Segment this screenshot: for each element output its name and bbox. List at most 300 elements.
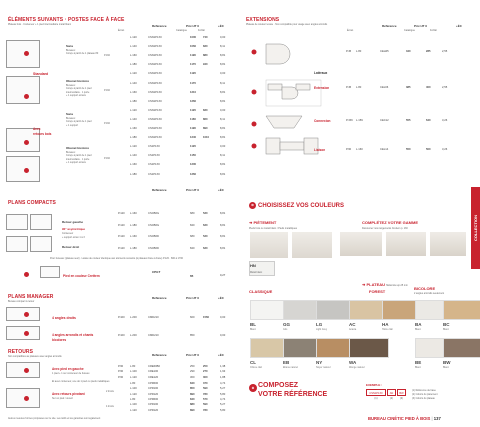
swatch-code: HA: [382, 322, 389, 327]
table-cell: L.140: [130, 154, 137, 158]
table-cell: 8,11: [220, 45, 226, 49]
exemple-cell-1: CSN1P1X0: [366, 389, 386, 396]
table-cell: L.120: [130, 408, 137, 412]
table-cell: CRE120: [148, 375, 159, 379]
table-cell: CSN1P1X0: [148, 127, 162, 130]
pied-price: 65: [190, 274, 194, 278]
sub-block-4: [66, 147, 92, 165]
badge-circle-2: [24, 94, 29, 99]
manager-ref-header: Référence: [152, 296, 167, 300]
exemple-box: [366, 389, 406, 396]
thumb-pied: [40, 266, 60, 278]
table-cell: L.180: [130, 223, 137, 227]
table-cell: 850: [190, 334, 195, 337]
exemple-label: EXEMPLE :: [366, 383, 383, 387]
table-cell: L.140: [130, 81, 137, 85]
table-cell: 1120: [190, 72, 196, 76]
table-cell: CSN1P1X0: [148, 136, 162, 140]
compact-ref-header: Référence: [152, 188, 167, 192]
table-cell: CSN1P1X0: [148, 72, 162, 76]
table-cell: CSCB6G: [148, 223, 160, 227]
thumb-compact-4: [30, 236, 52, 252]
table-cell: P.60: [118, 365, 124, 368]
group-standard: Standard: [33, 72, 49, 76]
table-cell: CS1P1X0: [148, 145, 160, 149]
table-cell: L.180: [130, 172, 137, 176]
retours-label-2: 1 pied + 1 sur conteneur de bureau: [52, 372, 90, 375]
col-ecran: Écran: [118, 29, 125, 32]
table-cell: P.120: [118, 212, 125, 215]
table-cell: 340: [406, 50, 411, 53]
table-cell: 780: [203, 408, 208, 412]
thumb-desk-4: [6, 156, 40, 182]
table-cell: 0,00: [220, 72, 226, 76]
sub-line: Conçu à partir de 1 plateau 80: [66, 52, 99, 56]
table-cell: 850: [190, 387, 195, 391]
table-cell: CS1P1X0: [148, 172, 160, 176]
table-cell: 1060: [190, 45, 196, 49]
retours-sub: Non compatibles au plateaux avec angles arrondis: [8, 355, 62, 358]
color-swatch: [349, 338, 389, 358]
table-cell: Liaison: [314, 148, 326, 152]
table-cell: CSN1P1X0: [148, 63, 162, 67]
table-cell: 2,55: [442, 50, 448, 53]
group-retours: retours bois: [33, 132, 52, 136]
table-cell: 5,80: [220, 392, 226, 396]
sub-line: intermédiaire · 1 porte: [66, 90, 90, 94]
swatch-code: CL: [250, 360, 256, 365]
badge-circle-r1: [24, 368, 29, 373]
col-catalogue: Catalogue: [176, 29, 187, 32]
table-cell: 840: [190, 397, 195, 401]
table-cell: L.120: [130, 108, 137, 112]
table-cell: 3,26: [442, 148, 448, 151]
sub-line: intermédiaire · 1 porte: [66, 157, 90, 161]
table-cell: 290: [190, 370, 195, 374]
table-cell: 1000: [190, 36, 196, 39]
table-cell: CRE60B0: [148, 365, 160, 368]
table-cell: 8,81: [220, 99, 226, 103]
table-cell: 550: [406, 148, 411, 151]
col-ref: Référence: [152, 24, 167, 28]
thumb-compact-1: [6, 214, 28, 230]
pied-eco: 0,27: [220, 274, 226, 277]
sub-line: Conçu à partir de 1 pied: [66, 120, 92, 124]
table-cell: 5,27: [220, 387, 226, 391]
manager-eco-header: +ÉC: [218, 296, 224, 300]
compact-retour-droit: Retour droit: [62, 245, 80, 249]
table-cell: 4,74: [220, 382, 226, 385]
swatch-code: EB: [283, 360, 290, 365]
table-cell: 385: [406, 86, 411, 89]
table-cell: 860: [203, 117, 208, 121]
table-cell: 1210: [190, 90, 196, 94]
forest-label: FOREST: [369, 289, 386, 294]
swatch-name: Acacia: [349, 328, 357, 331]
sub-line: Conçu à partir de 1 pied: [66, 154, 92, 158]
table-cell: P.159: [346, 119, 353, 122]
swatch-name: Hêtre clair: [382, 328, 393, 331]
legend-3: (3) Coloris du plateau: [412, 397, 435, 400]
swatch-name: Blanc: [415, 366, 421, 369]
thumb-retour-2: [6, 388, 40, 408]
swatch-name: Noyer naturel: [316, 366, 331, 369]
table-cell: 250: [190, 365, 195, 368]
sub-line: Bureaux:: [66, 48, 76, 52]
table-cell: P.45: [346, 86, 352, 89]
extensions-title: EXTENSIONS: [246, 17, 280, 23]
table-cell: 880: [190, 403, 195, 407]
table-cell: 8,81: [220, 235, 226, 238]
table-cell: 630: [203, 223, 208, 227]
table-cell: 0,00: [220, 316, 226, 319]
table-cell: 250: [203, 365, 208, 368]
table-cell: P.120: [118, 246, 125, 250]
table-cell: 400: [426, 86, 431, 89]
table-cell: CSCB6G: [148, 212, 160, 215]
swatch-code: BC: [443, 322, 450, 327]
sub-line: + 1 support écrans: [66, 94, 86, 98]
table-cell: 890: [203, 127, 208, 130]
table-cell: 1260: [190, 99, 196, 103]
table-cell: Extension: [314, 86, 330, 90]
thumb-desk-2: [6, 76, 40, 104]
table-cell: 880: [203, 54, 208, 58]
table-cell: 285: [426, 50, 431, 53]
table-cell: CPR600: [148, 382, 159, 385]
desk-image-5: [430, 232, 466, 256]
color-swatch: [443, 300, 480, 320]
table-cell: 640: [426, 119, 431, 122]
exemple-num-1: (1): [374, 397, 378, 400]
table-cell: L.120: [130, 375, 137, 379]
table-cell: 8,11: [220, 117, 226, 121]
badge-circle-m1: [24, 312, 29, 317]
swatch-name: Ebène naturel: [283, 366, 298, 369]
table-cell: L.160: [130, 212, 137, 215]
table-cell: 3,26: [442, 119, 448, 122]
pietement-title: ➜ PIÈTEMENT: [249, 220, 277, 225]
swatch-code: BW: [443, 360, 451, 365]
plateau-title: ➜ PLATEAU Mélaminé ép.25 mm: [362, 282, 408, 287]
compact-prix-header: Prix HT €: [186, 188, 200, 192]
plans-compacts-title: PLANS COMPACTS: [8, 200, 56, 206]
composez-title: COMPOSEZ: [258, 382, 299, 389]
complete-sub: Découvrez nos rangements Crettem p. 130: [362, 227, 408, 230]
elements-title: ÉLÉMENTS SUIVANTS · POSTES FACE À FACE: [8, 17, 125, 23]
color-swatch: [443, 338, 480, 358]
manager-label-2: 4 angles arrondis et chants: [52, 333, 94, 337]
swatch-name: Blanc: [443, 366, 449, 369]
table-cell: 740: [203, 36, 208, 39]
exemple-num-3: (3): [399, 397, 404, 400]
badge-circle-r2: [24, 396, 29, 401]
table-cell: 2,55: [442, 86, 448, 89]
table-cell: CS1P1X0: [148, 154, 160, 158]
table-cell: 840: [190, 246, 195, 250]
table-cell: 8,11: [220, 154, 226, 158]
swatch-code: WA: [349, 360, 357, 365]
swatch-code: LG: [316, 322, 323, 327]
page-number: 137: [433, 416, 441, 421]
sub-line: + 1 support: [66, 123, 79, 127]
table-cell: 1240: [190, 136, 196, 140]
col-prix: Prix HT €: [186, 24, 200, 28]
table-cell: 680: [190, 212, 195, 215]
pied-label: Pied en couleur Crettem: [63, 274, 100, 278]
thumb-manager-1: [6, 307, 40, 321]
swatch-name: Light Grey: [316, 328, 328, 331]
table-cell: 0,00: [220, 145, 226, 149]
compact-note: Pour bureaux (plateau seul) · Laissé de couleur identique aux éléments suivants (à plateaux Face à Face) P.120 · 800 à 1700: [50, 257, 183, 260]
table-cell: L.160: [130, 54, 137, 58]
manager-prix-header: Prix HT €: [186, 296, 200, 300]
hn-sub: Métal blanc: [250, 271, 263, 274]
table-cell: L.180: [130, 63, 137, 67]
table-cell: L.80: [130, 382, 136, 385]
table-cell: 8,81: [220, 63, 226, 67]
desk-image-4: [386, 232, 426, 256]
table-cell: CEH45: [380, 50, 389, 53]
table-cell: 940: [203, 63, 208, 67]
footer-title: BUREAU CINÉTIC PIED À BOIS: [368, 416, 431, 421]
legend-2: (2) Coloris du piètement: [412, 393, 438, 396]
table-cell: 8,81: [220, 163, 226, 167]
sub-title: Sans: [66, 44, 74, 48]
badge-circle-3: [24, 140, 29, 145]
table-cell: 0,00: [220, 36, 226, 39]
table-cell: 300: [203, 375, 208, 379]
depth-4: P.160: [104, 157, 110, 160]
table-cell: CS1P1X0: [148, 163, 160, 167]
sub-title: Obunet bicolore: [66, 146, 90, 150]
table-cell: 830: [203, 45, 208, 49]
swatch-name: Blanc: [415, 328, 421, 331]
sub-line: Bureaux:: [66, 116, 76, 120]
swatch-code: BE: [415, 360, 422, 365]
table-cell: 840: [190, 223, 195, 227]
exemple-nums: [366, 397, 406, 400]
plateau-sub: Mélaminé ép.25 mm: [386, 284, 408, 287]
table-cell: 1120: [190, 108, 196, 112]
hn-label: HN: [250, 263, 256, 268]
table-cell: L.160: [130, 235, 137, 238]
table-cell: 590: [203, 403, 208, 407]
sub-block-1: [66, 45, 98, 56]
sub-block-3: [66, 113, 92, 127]
table-cell: 1560: [203, 316, 209, 319]
swatch-name: Blanc: [250, 328, 256, 331]
table-cell: 8,81: [220, 212, 226, 215]
badge-circle-1: [24, 51, 29, 56]
table-cell: P.45: [346, 50, 352, 53]
table-cell: L.100: [130, 403, 137, 407]
table-cell: CSN1P1X0: [148, 90, 162, 94]
table-cell: 8,11: [220, 81, 226, 85]
table-cell: P.60: [118, 370, 124, 374]
table-cell: L.180: [130, 136, 137, 140]
table-cell: Connexion: [314, 119, 331, 123]
table-cell: L.80: [130, 397, 136, 401]
table-cell: P.120: [118, 235, 125, 238]
badge-circle-m2: [24, 331, 29, 336]
table-cell: 1120: [190, 145, 196, 149]
ext-catalogue: Catalogue: [404, 29, 415, 32]
swatch-code: NY: [316, 360, 323, 365]
extension-diagrams: [246, 36, 336, 166]
table-cell: L.80: [356, 86, 362, 89]
composez-title-2: VOTRE RÉFÉRENCE: [258, 391, 328, 398]
retours-ref-header: Référence: [152, 353, 167, 357]
pied-ref: CPGT: [152, 270, 161, 274]
table-cell: 530: [203, 212, 208, 215]
thumb-retour-1: [6, 362, 40, 378]
retours-title: RETOURS: [8, 349, 34, 355]
table-cell: 8,81: [220, 54, 226, 58]
table-cell: 600: [190, 316, 195, 319]
table-cell: 1,93: [220, 370, 226, 374]
table-cell: L.140: [130, 45, 137, 49]
table-cell: 1160: [190, 117, 196, 121]
ext-ecran: Écran: [347, 29, 354, 32]
compact-retour-gauche: Retour gauche: [62, 220, 84, 224]
table-cell: CSN1P1X0: [148, 99, 162, 103]
table-cell: 370: [203, 382, 208, 385]
table-cell: 1150: [190, 154, 196, 158]
table-cell: 830: [203, 108, 208, 112]
table-cell: L.159: [356, 119, 363, 122]
table-cell: 1,88: [220, 375, 226, 379]
ext-forfait: Forfait: [430, 29, 437, 32]
table-cell: L.80: [356, 50, 362, 53]
table-cell: 555: [406, 119, 411, 122]
table-cell: 8,81: [220, 136, 226, 140]
retours-label-2tiroirs: 2 tiroirs: [106, 390, 114, 393]
table-cell: 1170: [190, 63, 196, 67]
group-avec: Avec: [33, 127, 41, 131]
side-tab-collection: COLLECTION: [471, 187, 480, 269]
table-cell: CEL06: [380, 86, 389, 89]
table-cell: CEL14: [380, 148, 389, 151]
pietement-text: PIÈTEMENT: [253, 220, 277, 225]
desk-image-2: [292, 232, 332, 258]
table-cell: 1190: [190, 127, 196, 130]
table-cell: 270: [203, 370, 208, 374]
table-cell: L.120: [130, 392, 137, 396]
sub-title: Obunet bicolore: [66, 79, 90, 83]
sub-line: + 1 support écrans: [66, 161, 86, 165]
swatch-name: Wenge naturel: [349, 366, 365, 369]
manager-label-3: bicolores: [52, 338, 67, 342]
table-cell: 1190: [190, 54, 196, 58]
table-cell: 890: [190, 392, 195, 396]
bicolore-label: BICOLORE: [414, 286, 436, 291]
badge-circle-4: [24, 168, 29, 173]
table-cell: CSN1P1X0: [148, 117, 162, 121]
depth-3: P.160: [104, 122, 110, 125]
table-cell: L.120: [130, 36, 137, 39]
retours-eco-header: +ÉC: [218, 353, 224, 357]
table-cell: CSN1P1X0: [148, 54, 162, 58]
table-cell: 570: [203, 397, 208, 401]
table-cell: 500: [426, 148, 431, 151]
compact-support: + support écran 1 à 3: [62, 236, 85, 239]
swatch-code: BL: [250, 322, 256, 327]
page-footer: BUREAU CINÉTIC PIED À BOIS | 137: [368, 416, 441, 421]
table-cell: CMD210: [148, 316, 159, 319]
ext-prix-header: Prix HT €: [414, 24, 428, 28]
table-cell: L.200: [130, 316, 137, 319]
table-cell: P.100: [118, 334, 125, 337]
retours-label-note: Et avec conteneur, une dé 1 pied ou pieds métalliques: [52, 380, 110, 383]
table-cell: P.100: [118, 316, 125, 319]
table-cell: 630: [203, 246, 208, 250]
classique-label: CLASSIQUE: [249, 289, 273, 294]
table-cell: 1260: [190, 172, 196, 176]
table-cell: 840: [190, 382, 195, 385]
exemple-cell-3: BW: [397, 389, 406, 396]
table-cell: CEC12: [380, 119, 389, 122]
legend-1: (1) Référence de base: [412, 389, 436, 392]
table-cell: P.120: [118, 223, 125, 227]
table-cell: 1010: [203, 136, 209, 140]
retours-prix-header: Prix HT €: [186, 353, 200, 357]
table-cell: 8,81: [220, 246, 226, 250]
table-cell: CPR100: [148, 403, 159, 407]
table-cell: CRE100: [148, 370, 159, 374]
table-cell: CSN1P1X0: [148, 45, 162, 49]
table-cell: 590: [203, 387, 208, 391]
table-cell: CSN1P1X0: [148, 36, 162, 39]
table-cell: L.80: [130, 365, 136, 368]
desk-image-1: [250, 232, 288, 258]
compact-asym: 90° asymétrique: [62, 227, 86, 231]
table-cell: CSCB6D: [148, 246, 159, 250]
table-cell: L.180: [130, 99, 137, 103]
ext-ref-header: Référence: [382, 24, 397, 28]
exemple-num-2: (2): [389, 397, 394, 400]
table-cell: L.100: [130, 387, 137, 391]
badge-circle-pied: [24, 272, 29, 277]
table-cell: CSN1P1X0: [148, 81, 162, 85]
table-cell: 0,00: [220, 108, 226, 112]
table-cell: L.180: [130, 246, 137, 250]
gear-icon: ⚙: [249, 384, 257, 392]
swatch-name: Gris: [283, 328, 288, 331]
table-cell: CPR100: [148, 387, 159, 391]
table-cell: 8,81: [220, 127, 226, 130]
thumb-desk-1: [6, 40, 40, 68]
table-cell: L.160: [130, 127, 137, 130]
table-cell: 5,80: [220, 408, 226, 412]
depth-2: P.160: [104, 89, 110, 92]
table-cell: CPR600: [148, 397, 159, 401]
retours-label-1: Avec pied en gauche: [52, 367, 84, 371]
palette-icon: ✿: [249, 202, 256, 209]
ext-eco-header: +ÉC: [456, 24, 462, 28]
table-cell: 4,74: [220, 397, 226, 401]
table-cell: 8,81: [220, 223, 226, 227]
table-cell: CSCB6D: [148, 235, 159, 238]
swatch-name: Chêne clair: [250, 366, 263, 369]
depth-1: P.160: [104, 54, 110, 57]
plans-manager-title: PLANS MANAGER: [8, 294, 54, 300]
table-cell: 8,81: [220, 90, 226, 94]
table-cell: L.120: [130, 145, 137, 149]
table-cell: L.160: [356, 148, 363, 151]
pietement-sub: Pieds bois ou métal blanc / Pieds métalliques: [249, 227, 297, 230]
table-cell: CPR120: [148, 392, 159, 396]
